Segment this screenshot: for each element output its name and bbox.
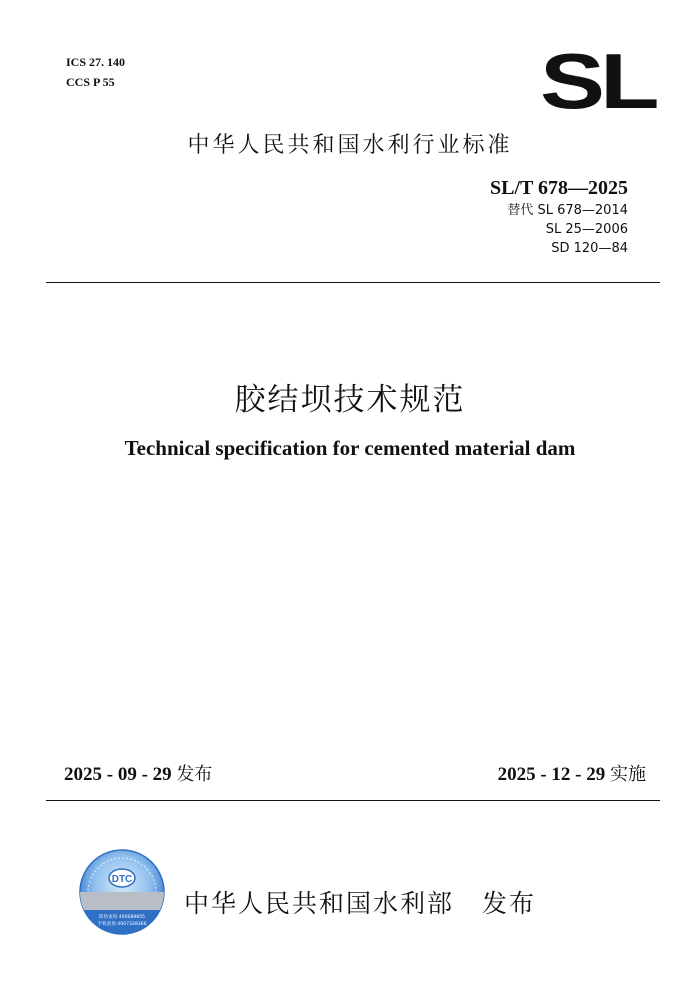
bottom-divider	[46, 800, 660, 801]
document-title-english: Technical specification for cemented material dam	[124, 436, 576, 460]
implement-date-line	[498, 760, 646, 786]
industry-standard-heading: 中华人民共和国水利行业标准	[187, 133, 513, 158]
replaces-line: SD 120—84	[551, 241, 628, 256]
seal-query-line-1: 防伪查询 400689855	[98, 915, 146, 920]
issue-label: 发布	[176, 764, 213, 785]
ics-code: ICS 27. 140	[66, 55, 126, 69]
implement-label: 实施	[610, 764, 646, 785]
publisher-name: 中华人民共和国水利部	[184, 889, 455, 918]
implement-date: 2025 - 12 - 29	[497, 764, 606, 785]
publisher-line	[184, 884, 536, 920]
standard-codes	[490, 175, 628, 258]
anti-counterfeit-seal-icon	[78, 848, 166, 936]
sl-logo: SL	[540, 37, 655, 125]
standard-code: SL/T 678—2025	[490, 177, 628, 199]
issue-date: 2025 - 09 - 29	[64, 764, 172, 785]
replaces-line: 替代 SL 678—2014	[507, 203, 628, 218]
seal-emblem-text: DTC	[111, 874, 133, 885]
document-title-chinese: 胶结坝技术规范	[234, 382, 466, 418]
replaces-line: SL 25—2006	[545, 222, 628, 237]
classification-codes	[66, 52, 125, 92]
publisher-action: 发布	[482, 889, 537, 918]
ccs-code: CCS P 55	[66, 75, 115, 89]
top-divider	[46, 282, 660, 283]
issue-date-line	[64, 760, 212, 786]
seal-query-line-2: 手机查询 4007328366	[97, 922, 147, 927]
